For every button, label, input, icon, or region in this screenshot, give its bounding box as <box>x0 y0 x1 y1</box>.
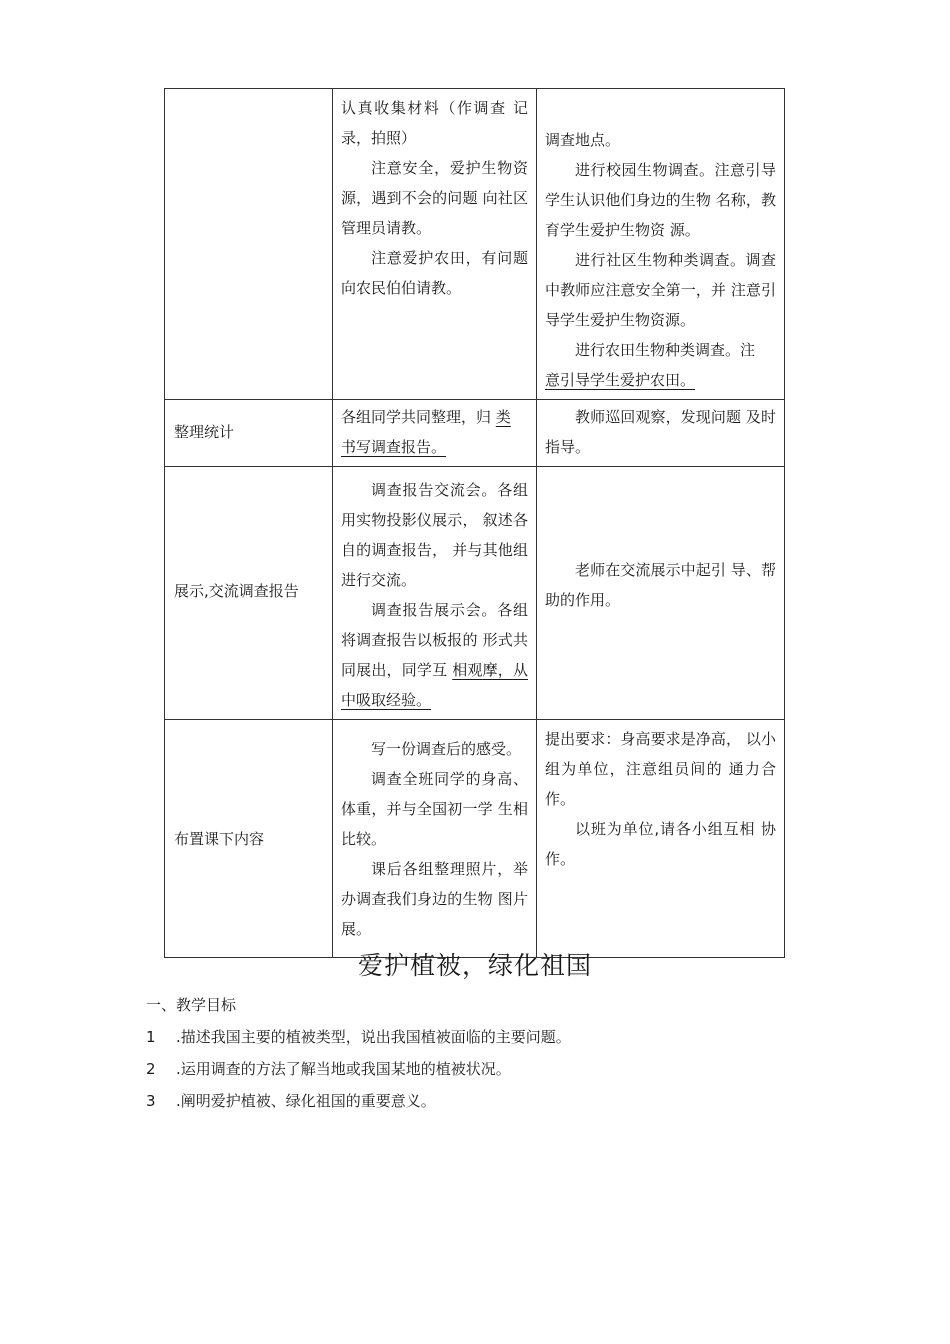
teacher-activity-text: 以班为单位,请各小组互相 协作。 <box>545 820 776 868</box>
teacher-activity-cell <box>537 467 785 720</box>
student-activity-cell <box>333 467 537 720</box>
student-activity-text-underlined: 书写调查报告。 <box>341 438 447 456</box>
table-row <box>165 400 785 467</box>
lesson-activity-table <box>164 88 785 958</box>
teacher-activity-cell <box>537 89 785 400</box>
stage-cell: 整理统计 <box>165 400 333 467</box>
teacher-activity-text: 提出要求：身高要求是净高， 以小组为单位，注意组员间的 通力合作。 <box>545 730 776 808</box>
objective-number: 2 <box>146 1060 156 1078</box>
teacher-activity-text: 进行校园生物调查。注意引导学生认识他们身边的生物 名称，教育学生爱护生物资 源。 <box>545 161 776 239</box>
table-row <box>165 720 785 958</box>
teacher-activity-text: 教师巡回观察，发现问题 及时指导。 <box>545 408 776 456</box>
teacher-activity-text: 进行农田生物种类调查。注 <box>575 341 756 359</box>
student-activity-text: 写一份调查后的感受。 <box>371 740 522 758</box>
objective-item <box>146 1090 436 1111</box>
student-activity-cell <box>333 400 537 467</box>
teacher-activity-cell <box>537 400 785 467</box>
student-activity-text: 认真收集材料（作调查 记录，拍照） <box>341 99 528 147</box>
objective-text: .运用调查的方法了解当地或我国某地的植被状况。 <box>176 1060 511 1078</box>
student-activity-text: 调查报告交流会。各组用实物投影仪展示， 叙述各自的调查报告， 并与其他组进行交流。 <box>341 481 528 589</box>
student-activity-text: 注意爱护农田，有问题向农民伯伯请教。 <box>341 249 528 297</box>
student-activity-text-underlined: 类 <box>495 408 511 426</box>
student-activity-text-underlined: 相观 <box>452 661 483 679</box>
objective-item <box>146 1058 511 1079</box>
stage-cell: 展示,交流调查报告 <box>165 467 333 720</box>
teacher-activity-text: 老师在交流展示中起引 导、帮助的作用。 <box>545 561 776 609</box>
section-title: 爱护植被，绿化祖国 <box>357 951 592 980</box>
table-row <box>165 467 785 720</box>
stage-cell <box>165 89 333 400</box>
teacher-activity-text-underlined: 意引导学生爱护农田。 <box>545 371 696 389</box>
objective-text: .阐明爱护植被、绿化祖国的重要意义。 <box>176 1092 436 1110</box>
student-activity-cell <box>333 720 537 958</box>
student-activity-cell <box>333 89 537 400</box>
objective-number: 1 <box>146 1028 156 1046</box>
student-activity-text: 课后各组整理照片，举办调查我们身边的生物 图片展。 <box>341 860 528 938</box>
objective-number: 3 <box>146 1092 156 1110</box>
table-row <box>165 89 785 400</box>
stage-cell: 布置课下内容 <box>165 720 333 958</box>
student-activity-text: 调查全班同学的身高、体重，并与全国初一学 生相比较。 <box>341 770 528 848</box>
objective-item <box>146 1026 571 1047</box>
objectives-heading: 一、教学目标 <box>146 996 237 1014</box>
student-activity-text: 调查报告展示会。各组将调查报告以板报的 形式共同展出，同学互 <box>341 601 528 679</box>
teacher-activity-text: 调查地点。 <box>545 131 621 149</box>
teacher-activity-cell <box>537 720 785 958</box>
student-activity-text-underlined: 摩，从中吸取经验。 <box>341 661 528 709</box>
student-activity-text: 注意安全，爱护生物资源，遇到不会的问题 向社区管理员请教。 <box>341 159 528 237</box>
objective-text: .描述我国主要的植被类型，说出我国植被面临的主要问题。 <box>176 1028 571 1046</box>
teacher-activity-text: 进行社区生物种类调查。调查中教师应注意安全第一，并 注意引导学生爱护生物资源。 <box>545 251 776 329</box>
student-activity-text: 各组同学共同整理，归 <box>341 408 496 426</box>
